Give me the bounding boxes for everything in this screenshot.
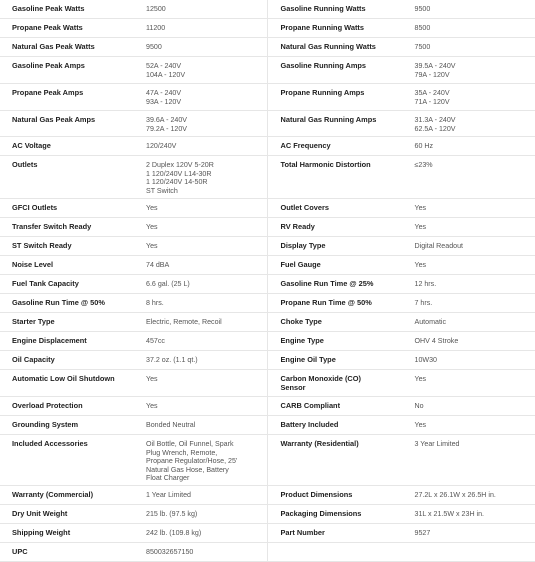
spec-left-cell bbox=[0, 137, 267, 155]
spec-row bbox=[0, 435, 535, 486]
spec-label: Propane Peak Watts bbox=[12, 24, 137, 33]
spec-value: 12500 bbox=[146, 5, 266, 14]
spec-label: Starter Type bbox=[12, 318, 137, 327]
spec-left-cell bbox=[0, 313, 267, 331]
spec-right-cell bbox=[268, 486, 535, 504]
spec-row bbox=[0, 237, 535, 256]
spec-label: Outlets bbox=[12, 161, 137, 170]
spec-value: 8 hrs. bbox=[146, 299, 266, 308]
spec-label: Total Harmonic Distortion bbox=[281, 161, 406, 170]
spec-value: 11200 bbox=[146, 24, 266, 33]
spec-row bbox=[0, 218, 535, 237]
spec-right-cell bbox=[268, 38, 535, 56]
spec-label: GFCI Outlets bbox=[12, 204, 137, 213]
spec-value: 9500 bbox=[146, 43, 266, 52]
spec-value: 9527 bbox=[415, 529, 535, 538]
spec-value: 10W30 bbox=[415, 356, 535, 365]
spec-row bbox=[0, 275, 535, 294]
spec-label: Choke Type bbox=[281, 318, 406, 327]
spec-value: 6.6 gal. (25 L) bbox=[146, 280, 266, 289]
spec-label: Gasoline Peak Watts bbox=[12, 5, 137, 14]
spec-value: Electric, Remote, Recoil bbox=[146, 318, 266, 327]
spec-row bbox=[0, 111, 535, 137]
spec-label: Fuel Tank Capacity bbox=[12, 280, 137, 289]
spec-value: Digital Readout bbox=[415, 242, 535, 251]
spec-label: ST Switch Ready bbox=[12, 242, 137, 251]
spec-left-cell bbox=[0, 294, 267, 312]
spec-label: Natural Gas Running Amps bbox=[281, 116, 406, 125]
spec-right-cell bbox=[268, 435, 535, 485]
spec-label: Transfer Switch Ready bbox=[12, 223, 137, 232]
spec-label: Gasoline Running Amps bbox=[281, 62, 406, 71]
spec-right-cell bbox=[268, 0, 535, 18]
spec-value: 3 Year Limited bbox=[415, 440, 535, 449]
spec-row bbox=[0, 199, 535, 218]
spec-value: 850032657150 bbox=[146, 548, 266, 557]
spec-value: 9500 bbox=[415, 5, 535, 14]
spec-value: Yes bbox=[415, 421, 535, 430]
spec-label: Shipping Weight bbox=[12, 529, 137, 538]
spec-value: 74 dBA bbox=[146, 261, 266, 270]
spec-left-cell bbox=[0, 256, 267, 274]
spec-row bbox=[0, 256, 535, 275]
spec-value: 39.5A - 240V 79A - 120V bbox=[415, 62, 535, 79]
spec-label: Grounding System bbox=[12, 421, 137, 430]
spec-label: Product Dimensions bbox=[281, 491, 406, 500]
spec-label: Noise Level bbox=[12, 261, 137, 270]
spec-value: Yes bbox=[415, 375, 535, 384]
spec-row bbox=[0, 524, 535, 543]
spec-value: 7 hrs. bbox=[415, 299, 535, 308]
spec-row bbox=[0, 397, 535, 416]
spec-right-cell bbox=[268, 543, 535, 561]
spec-label: Propane Peak Amps bbox=[12, 89, 137, 98]
spec-right-cell bbox=[268, 524, 535, 542]
spec-label: Gasoline Running Watts bbox=[281, 5, 406, 14]
spec-left-cell bbox=[0, 84, 267, 110]
spec-row bbox=[0, 137, 535, 156]
spec-value: Yes bbox=[415, 204, 535, 213]
spec-right-cell bbox=[268, 416, 535, 434]
spec-label: Natural Gas Running Watts bbox=[281, 43, 406, 52]
spec-label: Engine Displacement bbox=[12, 337, 137, 346]
spec-right-cell bbox=[268, 218, 535, 236]
spec-label: AC Frequency bbox=[281, 142, 406, 151]
spec-value: 457cc bbox=[146, 337, 266, 346]
spec-right-cell bbox=[268, 332, 535, 350]
spec-label: UPC bbox=[12, 548, 137, 557]
spec-value: 47A - 240V 93A - 120V bbox=[146, 89, 266, 106]
spec-right-cell bbox=[268, 57, 535, 83]
spec-left-cell bbox=[0, 370, 267, 396]
spec-label: Packaging Dimensions bbox=[281, 510, 406, 519]
spec-value: 242 lb. (109.8 kg) bbox=[146, 529, 266, 538]
spec-value: Oil Bottle, Oil Funnel, Spark Plug Wrench, Remote, Propane Regulator/Hose, 25' Natural Gas Hose, Battery Float Charger bbox=[146, 440, 266, 483]
spec-right-cell bbox=[268, 137, 535, 155]
spec-value: 39.6A - 240V 79.2A - 120V bbox=[146, 116, 266, 133]
spec-left-cell bbox=[0, 0, 267, 18]
spec-label: Warranty (Residential) bbox=[281, 440, 406, 449]
spec-left-cell bbox=[0, 505, 267, 523]
spec-value: Automatic bbox=[415, 318, 535, 327]
spec-value: 31L x 21.5W x 23H in. bbox=[415, 510, 535, 519]
spec-left-cell bbox=[0, 111, 267, 136]
spec-left-cell bbox=[0, 156, 267, 198]
spec-label: Included Accessories bbox=[12, 440, 137, 449]
spec-row bbox=[0, 416, 535, 435]
spec-value: 12 hrs. bbox=[415, 280, 535, 289]
spec-label: Propane Running Watts bbox=[281, 24, 406, 33]
spec-value: OHV 4 Stroke bbox=[415, 337, 535, 346]
spec-value: Yes bbox=[146, 223, 266, 232]
spec-label: Warranty (Commercial) bbox=[12, 491, 137, 500]
spec-row bbox=[0, 19, 535, 38]
spec-label: Battery Included bbox=[281, 421, 406, 430]
spec-value: ≤23% bbox=[415, 161, 535, 170]
spec-right-cell bbox=[268, 313, 535, 331]
spec-right-cell bbox=[268, 199, 535, 217]
spec-row bbox=[0, 505, 535, 524]
spec-left-cell bbox=[0, 218, 267, 236]
spec-row bbox=[0, 294, 535, 313]
spec-row bbox=[0, 57, 535, 84]
spec-right-cell bbox=[268, 19, 535, 37]
spec-label: Fuel Gauge bbox=[281, 261, 406, 270]
spec-left-cell bbox=[0, 332, 267, 350]
spec-right-cell bbox=[268, 397, 535, 415]
spec-left-cell bbox=[0, 397, 267, 415]
spec-value: No bbox=[415, 402, 535, 411]
spec-label: Propane Running Amps bbox=[281, 89, 406, 98]
spec-value: Yes bbox=[146, 204, 266, 213]
spec-label: RV Ready bbox=[281, 223, 406, 232]
spec-label: Overload Protection bbox=[12, 402, 137, 411]
spec-left-cell bbox=[0, 486, 267, 504]
spec-left-cell bbox=[0, 543, 267, 561]
spec-label: Part Number bbox=[281, 529, 406, 538]
spec-row bbox=[0, 0, 535, 19]
spec-right-cell bbox=[268, 156, 535, 198]
spec-value: 1 Year Limited bbox=[146, 491, 266, 500]
spec-right-cell bbox=[268, 351, 535, 369]
spec-left-cell bbox=[0, 524, 267, 542]
spec-value: 7500 bbox=[415, 43, 535, 52]
spec-right-cell bbox=[268, 505, 535, 523]
spec-label: Outlet Covers bbox=[281, 204, 406, 213]
spec-label: AC Voltage bbox=[12, 142, 137, 151]
spec-value: Bonded Neutral bbox=[146, 421, 266, 430]
spec-value: Yes bbox=[415, 223, 535, 232]
spec-row bbox=[0, 332, 535, 351]
spec-label: Oil Capacity bbox=[12, 356, 137, 365]
spec-row bbox=[0, 38, 535, 57]
spec-row bbox=[0, 313, 535, 332]
spec-right-cell bbox=[268, 111, 535, 136]
spec-right-cell bbox=[268, 237, 535, 255]
spec-value: Yes bbox=[146, 242, 266, 251]
spec-value: 120/240V bbox=[146, 142, 266, 151]
spec-value: 60 Hz bbox=[415, 142, 535, 151]
spec-value: 8500 bbox=[415, 24, 535, 33]
spec-right-cell bbox=[268, 275, 535, 293]
spec-label: CARB Compliant bbox=[281, 402, 406, 411]
spec-value: 52A - 240V 104A - 120V bbox=[146, 62, 266, 79]
spec-value: 31.3A - 240V 62.5A - 120V bbox=[415, 116, 535, 133]
spec-row bbox=[0, 370, 535, 397]
spec-right-cell bbox=[268, 370, 535, 396]
spec-row bbox=[0, 543, 535, 562]
spec-right-cell bbox=[268, 84, 535, 110]
spec-left-cell bbox=[0, 19, 267, 37]
spec-label: Dry Unit Weight bbox=[12, 510, 137, 519]
spec-left-cell bbox=[0, 351, 267, 369]
spec-left-cell bbox=[0, 435, 267, 485]
spec-label: Engine Type bbox=[281, 337, 406, 346]
spec-left-cell bbox=[0, 38, 267, 56]
spec-value: 27.2L x 26.1W x 26.5H in. bbox=[415, 491, 535, 500]
spec-value: Yes bbox=[146, 375, 266, 384]
spec-value: 35A - 240V 71A - 120V bbox=[415, 89, 535, 106]
spec-row bbox=[0, 156, 535, 199]
spec-label: Natural Gas Peak Amps bbox=[12, 116, 137, 125]
spec-value: 215 lb. (97.5 kg) bbox=[146, 510, 266, 519]
spec-left-cell bbox=[0, 199, 267, 217]
spec-value: 2 Duplex 120V 5-20R 1 120/240V L14-30R 1 120/240V 14-50R ST Switch bbox=[146, 161, 266, 195]
spec-right-cell bbox=[268, 294, 535, 312]
spec-label: Gasoline Run Time @ 25% bbox=[281, 280, 406, 289]
spec-value: Yes bbox=[415, 261, 535, 270]
spec-label: Carbon Monoxide (CO) Sensor bbox=[281, 375, 406, 392]
spec-label: Gasoline Run Time @ 50% bbox=[12, 299, 137, 308]
spec-left-cell bbox=[0, 57, 267, 83]
spec-left-cell bbox=[0, 275, 267, 293]
spec-label: Natural Gas Peak Watts bbox=[12, 43, 137, 52]
spec-label: Propane Run Time @ 50% bbox=[281, 299, 406, 308]
spec-right-cell bbox=[268, 256, 535, 274]
spec-row bbox=[0, 486, 535, 505]
spec-row bbox=[0, 84, 535, 111]
spec-left-cell bbox=[0, 416, 267, 434]
spec-row bbox=[0, 351, 535, 370]
spec-value: 37.2 oz. (1.1 qt.) bbox=[146, 356, 266, 365]
spec-label: Gasoline Peak Amps bbox=[12, 62, 137, 71]
spec-value: Yes bbox=[146, 402, 266, 411]
spec-label: Engine Oil Type bbox=[281, 356, 406, 365]
spec-left-cell bbox=[0, 237, 267, 255]
spec-label: Automatic Low Oil Shutdown bbox=[12, 375, 137, 384]
spec-label: Display Type bbox=[281, 242, 406, 251]
